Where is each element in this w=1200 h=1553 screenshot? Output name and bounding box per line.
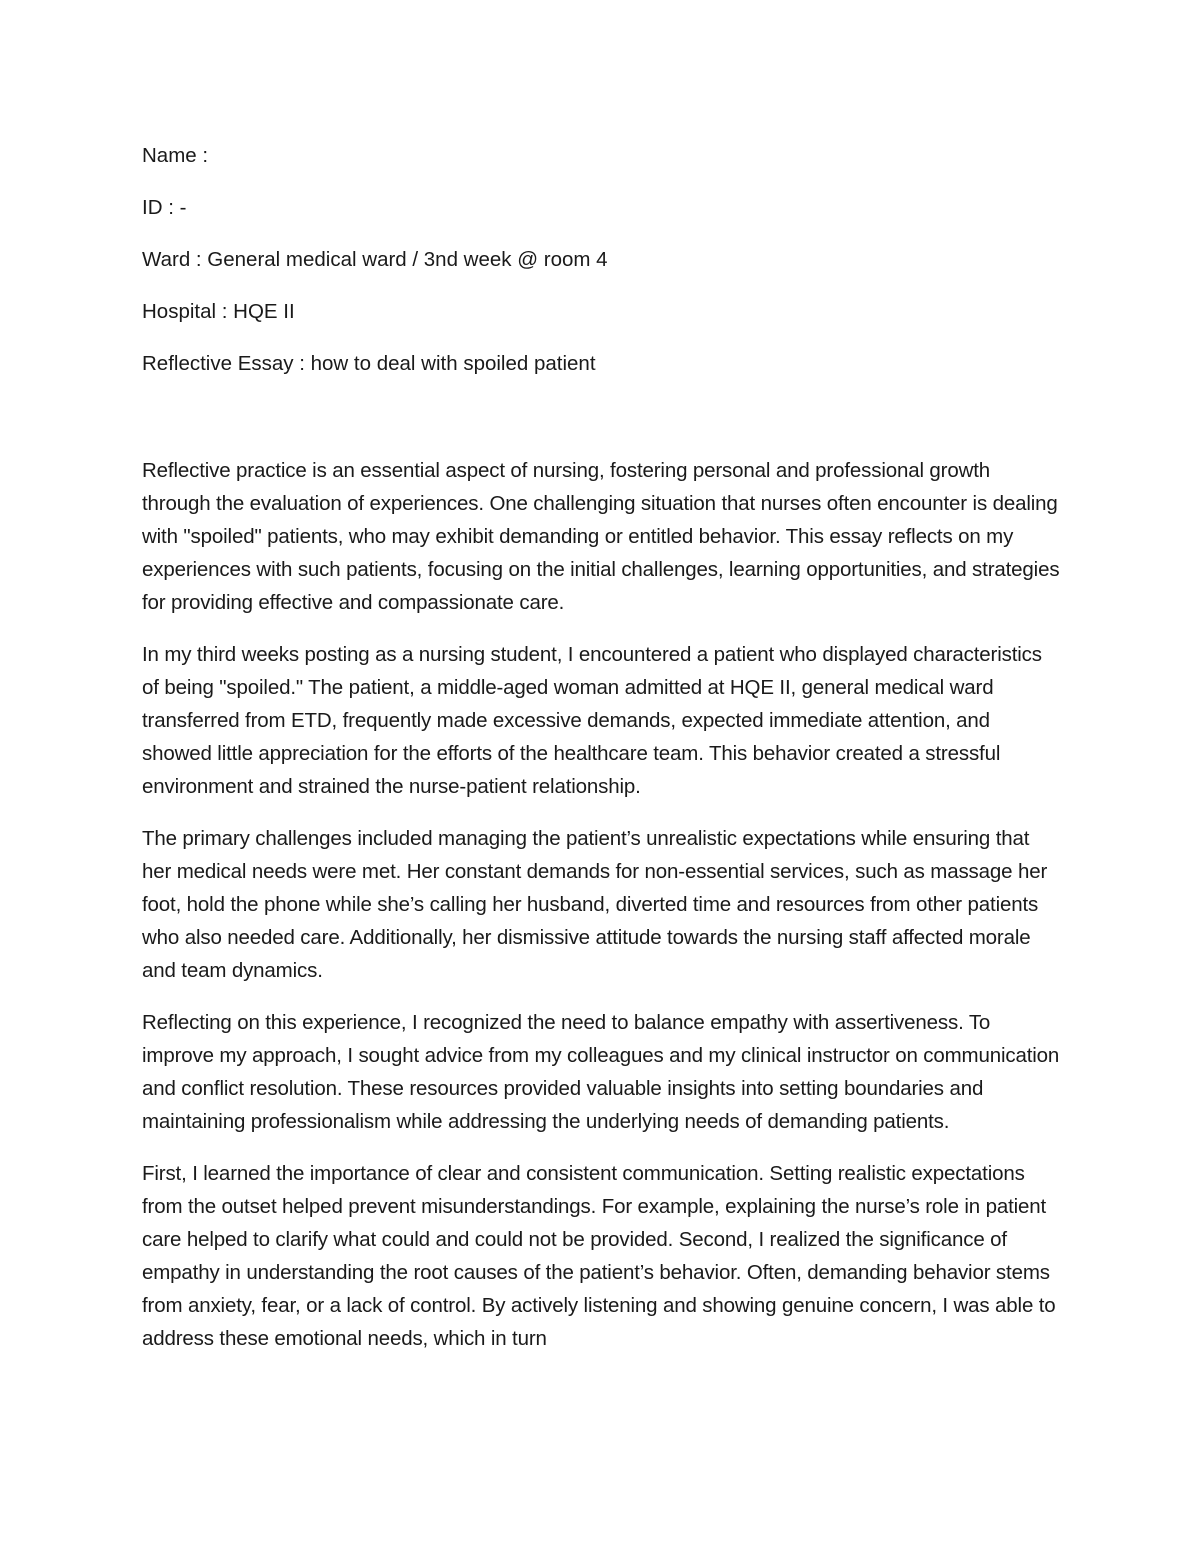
paragraph-situation: In my third weeks posting as a nursing student, I encountered a patient who displayed characteristics of being "spoiled." The patient, a middle-aged woman admitted at HQE II, general medical ward transferred from ETD, frequently made excessive demands, expected immediate attention, and showed little appreciation for the efforts of the healthcare team. This behavior created a stressful environment and strained the nurse-patient relationship.: [142, 643, 1042, 798]
paragraph-intro: Reflective practice is an essential aspect of nursing, fostering personal and professional growth through the evaluation of experiences. One challenging situation that nurses often encounter is dealing with "spoiled" patients, who may exhibit demanding or entitled behavior. This essay reflects on my experiences with such patients, focusing on the initial challenges, learning opportunities, and strategies for providing effective and compassionate care.: [142, 459, 1060, 614]
id-line: ID : -: [142, 196, 187, 219]
essay-title-line: Reflective Essay : how to deal with spoiled patient: [142, 352, 596, 375]
paragraph-learning: First, I learned the importance of clear and consistent communication. Setting realistic expectations from the outset helped prevent misunderstandings. For example, explaining the nurse’s role in patient care helped to clarify what could and could not be provided. Second, I realized the significance of empathy in understanding the root causes of the patient’s behavior. Often, demanding behavior stems from anxiety, fear, or a lack of control. By actively listening and showing genuine concern, I was able to address these emotional needs, which in turn: [142, 1162, 1056, 1350]
paragraph-reflection: Reflecting on this experience, I recognized the need to balance empathy with assertiveness. To improve my approach, I sought advice from my colleagues and my clinical instructor on communication and conflict resolution. These resources provided valuable insights into setting boundaries and maintaining professionalism while addressing the underlying needs of demanding patients.: [142, 1011, 1060, 1133]
section-gap: [142, 400, 1062, 454]
document-content: [142, 140, 1062, 1374]
hospital-line: Hospital : HQE II: [142, 300, 295, 323]
name-line: Name :: [142, 144, 209, 167]
ward-line: Ward : General medical ward / 3nd week @ room 4: [142, 248, 608, 271]
paragraph-challenges: The primary challenges included managing the patient’s unrealistic expectations while ensuring that her medical needs were met. Her constant demands for non-essential services, such as massage her foot, hold the phone while she’s calling her husband, diverted time and resources from other patients who also needed care. Additionally, her dismissive attitude towards the nursing staff affected morale and team dynamics.: [142, 827, 1048, 982]
